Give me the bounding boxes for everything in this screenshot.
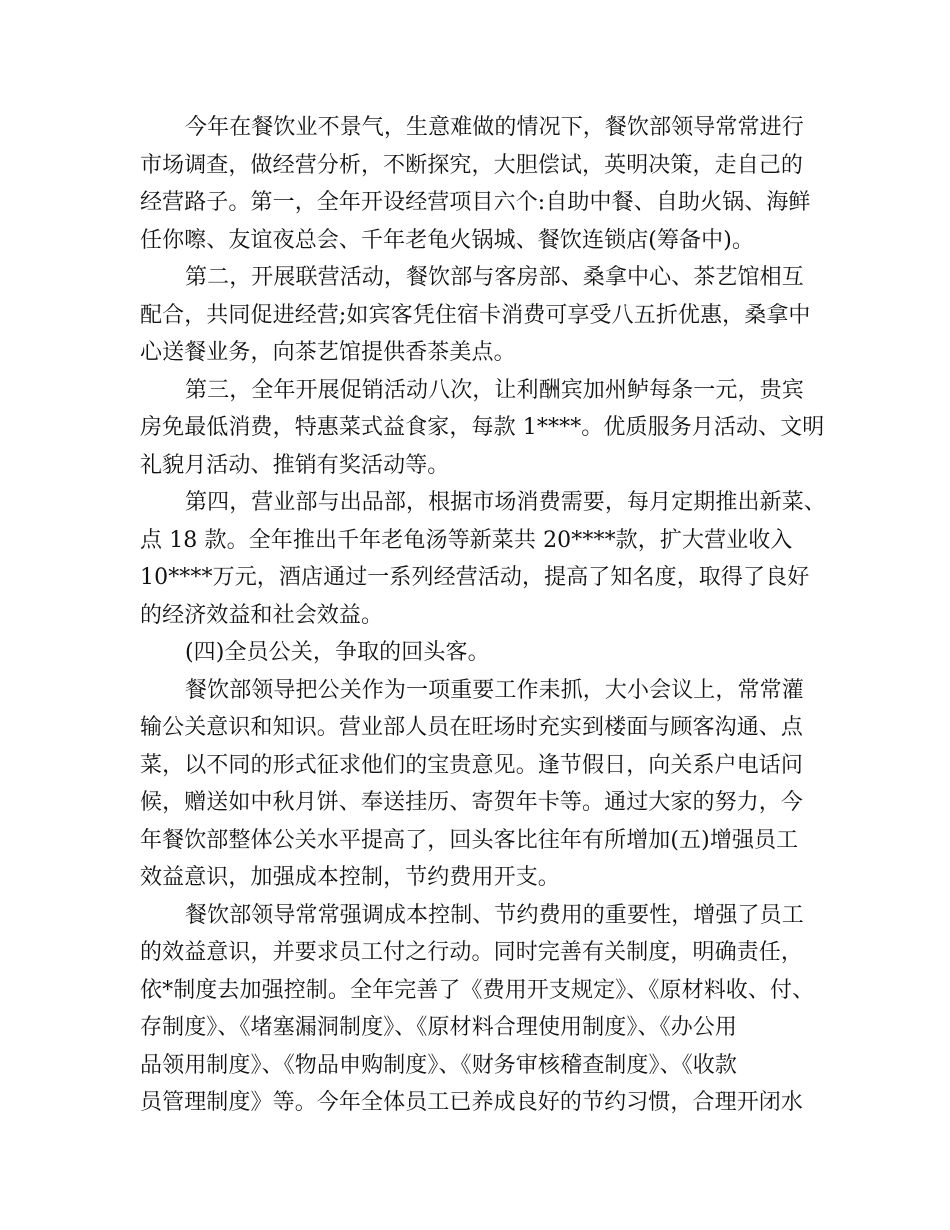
text-line: 点 18 款。全年推出千年老龟汤等新菜共 20****款，扩大营业收入 (140, 527, 793, 553)
text-line: 候，赠送如中秋月饼、奉送挂历、寄贺年卡等。通过大家的努力，今 (140, 790, 804, 815)
text-line: 的效益意识，并要求员工付之行动。同时完善有关制度，明确责任， (140, 940, 804, 965)
text-line: 第二，开展联营活动，餐饮部与客房部、桑拿中心、茶艺馆相互 (185, 265, 804, 290)
text-line: 今年在餐饮业不景气，生意难做的情况下，餐饮部领导常常进行 (185, 115, 804, 140)
text-line: 依*制度去加强控制。全年完善了《费用开支规定》、《原材料收、付、 (140, 977, 815, 1003)
text-line: 经营路子。第一，全年开设经营项目六个:自助中餐、自助火锅、海鲜 (140, 190, 811, 215)
text-line: 存制度》、《堵塞漏洞制度》、《原材料合理使用制度》、《办公用 (140, 1015, 738, 1040)
text-line: 餐饮部领导把公关作为一项重要工作耒抓，大小会议上，常常灌 (185, 677, 804, 703)
text-line: 菜，以不同的形式征求他们的宝贵意见。逢节假日，向关系户电话问 (140, 752, 804, 778)
text-line: 员管理制度》等。今年全体员工已养成良好的节约习惯，合理开闭水 (140, 1090, 804, 1115)
document-body (140, 109, 826, 1122)
text-line: 心送餐业务，向茶艺馆提供香茶美点。 (140, 340, 516, 365)
text-line: 10****万元，酒店通过一系列经营活动，提高了知名度，取得了良好 (140, 565, 810, 590)
text-line: 年餐饮部整体公关水平提高了，回头客比往年有所增加(五)增强员工 (140, 827, 799, 853)
text-line: 第四，营业部与出品部，根据市场消费需要，每月定期推出新菜、 (185, 490, 826, 515)
text-line: 礼貌月活动、推销有奖活动等。 (140, 452, 450, 478)
text-line: 输公关意识和知识。营业部人员在旺场时充实到楼面与顾客沟通、点 (140, 715, 804, 740)
text-line: 的经济效益和社会效益。 (140, 602, 384, 628)
text-line: 市场调查，做经营分析，不断探究，大胆偿试，英明决策，走自己的 (140, 152, 804, 178)
text-line: 餐饮部领导常常强调成本控制、节约费用的重要性，增强了员工 (185, 902, 804, 928)
text-line: 任你嚓、友谊夜总会、千年老龟火锅城、餐饮连锁店(筹备中)。 (140, 227, 755, 253)
text-line: 房免最低消费，特惠菜式益食家，每款 1****。优质服务月活动、文明 (140, 415, 825, 440)
text-line: 配合，共同促进经营;如宾客凭住宿卡消费可享受八五折优惠，桑拿中 (140, 302, 811, 328)
text-line: 效益意识，加强成本控制，节约费用开支。 (140, 865, 560, 890)
text-line: 品领用制度》、《物品申购制度》、《财务审核稽查制度》、《收款 (140, 1052, 738, 1078)
text-line: 第三，全年开展促销活动八次，让利酬宾加州鲈每条一元，贵宾 (185, 377, 804, 403)
text-line: (四)全员公关，争取的回头客。 (185, 640, 490, 665)
